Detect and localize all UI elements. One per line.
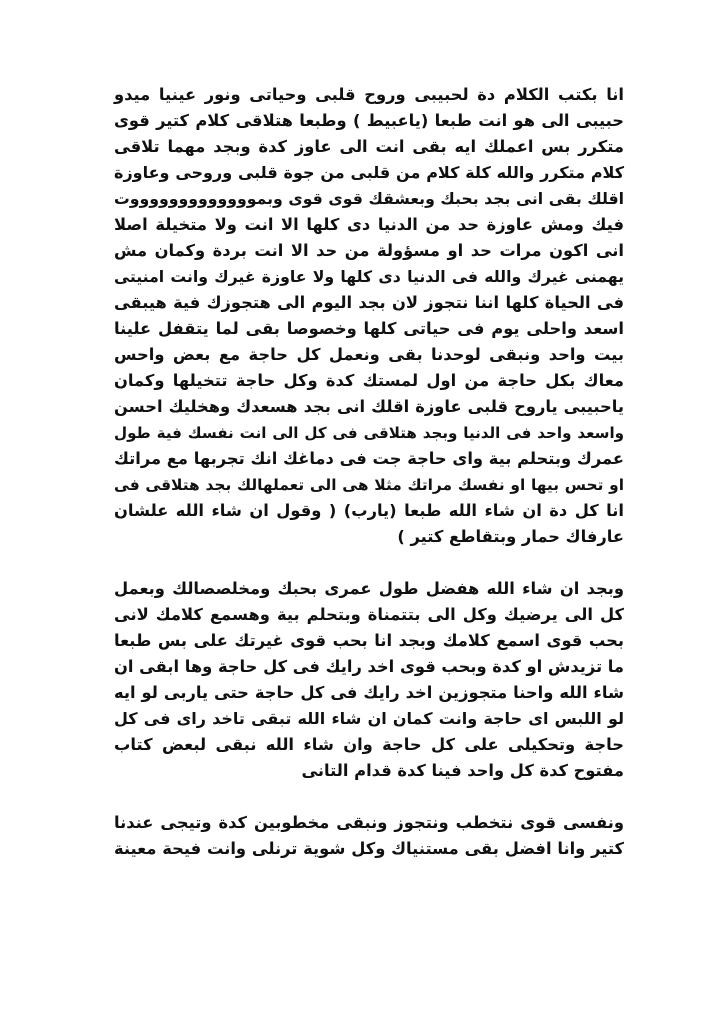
paragraph-3 [114, 810, 624, 862]
text-line: ونفسى قوى نتخطب ونتجوز ونبقى مخطوبين كدة وتيجى عندنا [114, 813, 624, 832]
text-line: حاجة وتحكيلى على كل حاجة وان شاء الله نبقى لبعض كتاب [114, 735, 624, 754]
text-line: او تحس بيها او نفسك مراتك مثلا هى الى تعملهالك بجد هتلاقى فى [114, 476, 624, 494]
paragraph-gap [114, 784, 624, 810]
text-line: لو اللبس اى حاجة وانت كمان ان شاء الله تبقى تاخد راى فى كل [114, 709, 624, 728]
letter-body [114, 82, 624, 862]
text-line: شاء الله واحنا متجوزين اخد رايك فى كل حاجة حتى ياربى لو ايه [114, 683, 624, 702]
text-line: انا بكتب الكلام دة لحبيبى وروح قلبى وحياتى ونور عينيا ميدو [114, 85, 624, 104]
text-line: كتير وانا افضل بقى مستنياك وكل شوية ترنلى وانت فيحة معينة [114, 839, 624, 858]
text-line: انا كل دة ان شاء الله طبعا (يارب) ( وقول ان شاء الله علشان [114, 501, 624, 520]
text-line: كل الى يرضيك وكل الى بتتمناة وبتحلم بية وهسمع كلامك لانى [114, 605, 624, 624]
text-line: متكرر بس اعملك ايه بقى انت الى عاوز كدة وبجد مهما تلاقى [114, 137, 624, 156]
text-line: يهمنى غيرك والله فى الدنيا دى كلها ولا عاوزة غيرك وانت امنيتى [114, 267, 624, 286]
text-line: اقلك بقى انى بجد بحبك وبعشقك قوى قوى وبموووووووووووووت [114, 189, 624, 208]
text-line: معاك بكل حاجة من اول لمستك كدة وكل حاجة تتخيلها وكمان [114, 371, 624, 390]
paragraph-2 [114, 576, 624, 784]
text-line: حبيبى الى هو انت طبعا (ياعبيط ) وطبعا هتلاقى كلام كتير قوى [114, 111, 624, 130]
text-line: عمرك وبتحلم بية واى حاجة جت فى دماغك انك تجربها مع مراتك [114, 449, 624, 468]
text-line: كلام متكرر والله كلة كلام من قلبى من جوة قلبى وروحى وعاوزة [114, 163, 624, 182]
text-line: ياحبيبى ياروح قلبى عاوزة اقلك انى بجد هسعدك وهخليك احسن [114, 397, 624, 416]
text-line: انى اكون مرات حد او مسؤولة من حد الا انت بردة وكمان مش [114, 241, 624, 260]
text-line: فى الحياة كلها اننا نتجوز لان بجد اليوم الى هتجوزك فية هيبقى [114, 293, 624, 312]
text-line: بيت واحد ونبقى لوحدنا بقى ونعمل كل حاجة مع بعض واحس [114, 345, 624, 364]
paragraph-gap [114, 550, 624, 576]
text-line: فيك ومش عاوزة حد من الدنيا دى كلها الا انت ولا متخيلة اصلا [114, 215, 624, 234]
text-line: ما تزيدش او كدة وبحب قوى اخد رايك فى كل حاجة وها ابقى ان [114, 657, 624, 676]
text-line: عارفاك حمار وبتقاطع كتير ) [397, 527, 624, 546]
paragraph-1 [114, 82, 624, 550]
text-line: بحب قوى اسمع كلامك وبجد انا بحب قوى غيرتك على بس طبعا [114, 631, 624, 650]
text-line: وبجد ان شاء الله هفضل طول عمرى بحبك ومخلصصالك وبعمل [114, 579, 624, 598]
text-line: واسعد واحد فى الدنيا وبجد هتلاقى فى كل الى انت نفسك فية طول [114, 424, 624, 442]
text-line: اسعد واحلى يوم فى حياتى كلها وخصوصا بقى لما يتقفل علينا [114, 319, 624, 338]
text-line: مفتوح كدة كل واحد فينا كدة قدام التانى [301, 761, 624, 780]
